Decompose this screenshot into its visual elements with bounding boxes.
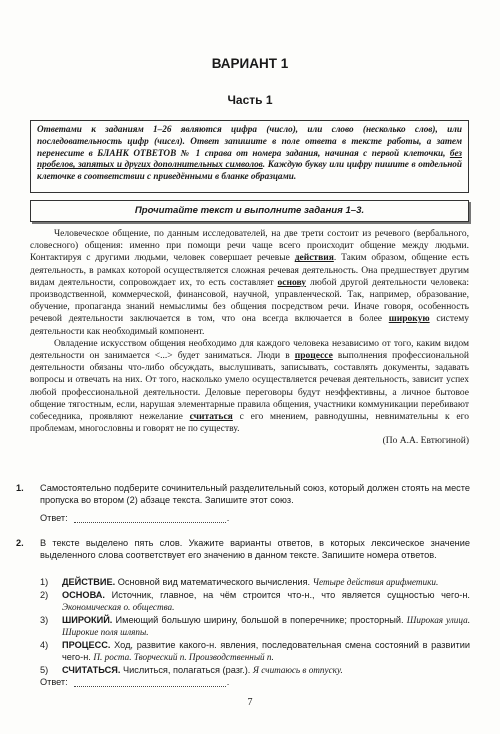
answer-label: Ответ: (40, 513, 68, 523)
option-word: ДЕЙСТВИЕ. (62, 577, 116, 587)
text-segment: систему деятельности как необходимый компонент. (30, 314, 469, 337)
instructions-text-underlined: без пробелов, запятых и других дополнительных символов (37, 147, 462, 170)
option-example: П. роста. Творческий п. Производственный п. (93, 652, 274, 662)
option-example: Экономическая о. общества. (62, 602, 175, 612)
instructions-box (30, 120, 469, 193)
option-4 (40, 639, 470, 663)
question-text: В тексте выделено пять слов. Укажите варианты ответов, в которых лексическое значение выделенного слова соответствует его значению в данном тексте. Запишите номера ответов. (40, 538, 470, 560)
highlighted-word-schitatsya: считаться (189, 412, 233, 423)
option-example: Широкая улица. Широкие поля шляпы. (62, 615, 470, 637)
answer-input-line[interactable] (74, 676, 226, 687)
text-segment: выполнения профессиональной деятельности обязаны что-либо обсуждать, выслушивать, записывать, составлять документы, задавать вопросы и отвечать на них. От того, насколько умело осуществляется речевая деятельность, зависит успех любой профессиональной деятельности. Деловые переговоры будут неэффективны, а личное бытовое общение тягостным, если, нарушая элементарные правила общения, участники коммуникации перебивают собеседника, проявляют нежелание (30, 351, 469, 423)
question-number: 1. (16, 483, 24, 493)
answer-dot: . (226, 677, 230, 687)
options-list (40, 576, 470, 677)
variant-title: ВАРИАНТ 1 (211, 56, 289, 71)
text-segment: Овладение искусством общения необходимо для каждого человека независимо от того, каким видом деятельности он занимается <...> будет заниматься. Люди в (30, 338, 469, 362)
highlighted-word-shirokuyu: широкую (388, 314, 430, 325)
answer-label: Ответ: (40, 677, 68, 687)
part-title: Часть 1 (227, 93, 273, 107)
option-word: ПРОЦЕСС. (62, 640, 111, 650)
highlighted-word-protsesse: процессе (294, 351, 333, 362)
option-definition: Основной вид математического вычисления. (115, 577, 313, 587)
answer-dot: . (226, 513, 230, 523)
option-word: ОСНОВА. (62, 590, 105, 600)
option-word: СЧИТАТЬСЯ. (62, 665, 121, 675)
question-text: Самостоятельно подберите сочинительный разделительный союз, который должен стоять на месте пропуска во втором (2) абзаце текста. Запишите этот союз. (40, 483, 470, 505)
text-segment: . Таким образом, общение есть деятельность, в рамках которой осуществляется сложная речевая деятельность. Она предшествует другим видам деятельности, сопровождает их, то есть составляет (30, 253, 469, 288)
option-2 (40, 589, 470, 613)
highlighted-word-deystviya: действия (294, 253, 334, 264)
option-number: 1) (40, 577, 49, 587)
option-5 (40, 664, 470, 676)
paragraph-1 (30, 228, 469, 338)
option-number: 3) (40, 615, 49, 625)
text-segment: с его мнением, равнодушны, невнимательны к его проблемам, многословны и говорят не по существу. (30, 412, 469, 435)
option-number: 5) (40, 665, 49, 675)
read-task-box: Прочитайте текст и выполните задания 1–3. (30, 200, 469, 222)
text-segment: любой другой деятельности человека: производственной, коммерческой, финансовой, научной, управленческой. Так, например, образование, обучение, пропаганда знаний немыслимы без общения посредством речи. Иначе говоря, особенность речевой деятельности заключается в том, что она всегда включается в более (30, 277, 469, 325)
answer-field-2 (40, 676, 229, 687)
paragraph-2 (30, 338, 469, 436)
option-definition: Источник, главное, на чём строится что-н., что является сущностью чего-н. (104, 590, 470, 600)
option-1 (40, 576, 470, 588)
option-number: 4) (40, 640, 49, 650)
option-number: 2) (40, 590, 49, 600)
answer-field-1 (40, 512, 229, 523)
option-example: Я считаюсь в отпуску. (252, 665, 343, 675)
author-credit: (По А.А. Евтюгиной) (382, 436, 469, 447)
option-definition: Числиться, полагаться (разг.). (120, 665, 253, 675)
highlighted-word-osnovu: основу (277, 277, 307, 288)
option-word: ШИРОКИЙ. (62, 615, 113, 625)
page-number: 7 (247, 697, 253, 708)
option-definition: Имеющий большую ширину, большой в поперечнике; просторный. (112, 615, 407, 625)
option-definition: Ход, развитие какого-н. явления, последовательная смена состояний в развитии чего-н. (62, 640, 470, 662)
text-segment: Человеческое общение, по данным исследователей, на две трети состоит из речевого (вербального, словесного) общения: именно при помощи речи чаще всего происходит общение между людьми. Контактируя с другими людьми, человек совершает речевые (30, 229, 469, 264)
answer-input-line[interactable] (74, 512, 226, 523)
question-number: 2. (16, 538, 24, 548)
option-3 (40, 614, 470, 638)
option-example: Четыре действия арифметики. (312, 577, 439, 587)
reading-text (30, 228, 469, 448)
instructions-text-1: Ответами к заданиям 1–26 являются цифра (число), или слово (несколько слов), или последовательность цифр (чисел). Ответ запишите в поле ответа в тексте работы, а затем перенесите в БЛАНК ОТВЕТОВ № 1 справа от номера задания, начиная с первой клеточки, (37, 124, 462, 158)
instructions-text-2: . Каждую букву или цифру пишите в отдельной клеточке в соответствии с приведёнными в бланке образцами. (37, 159, 462, 182)
